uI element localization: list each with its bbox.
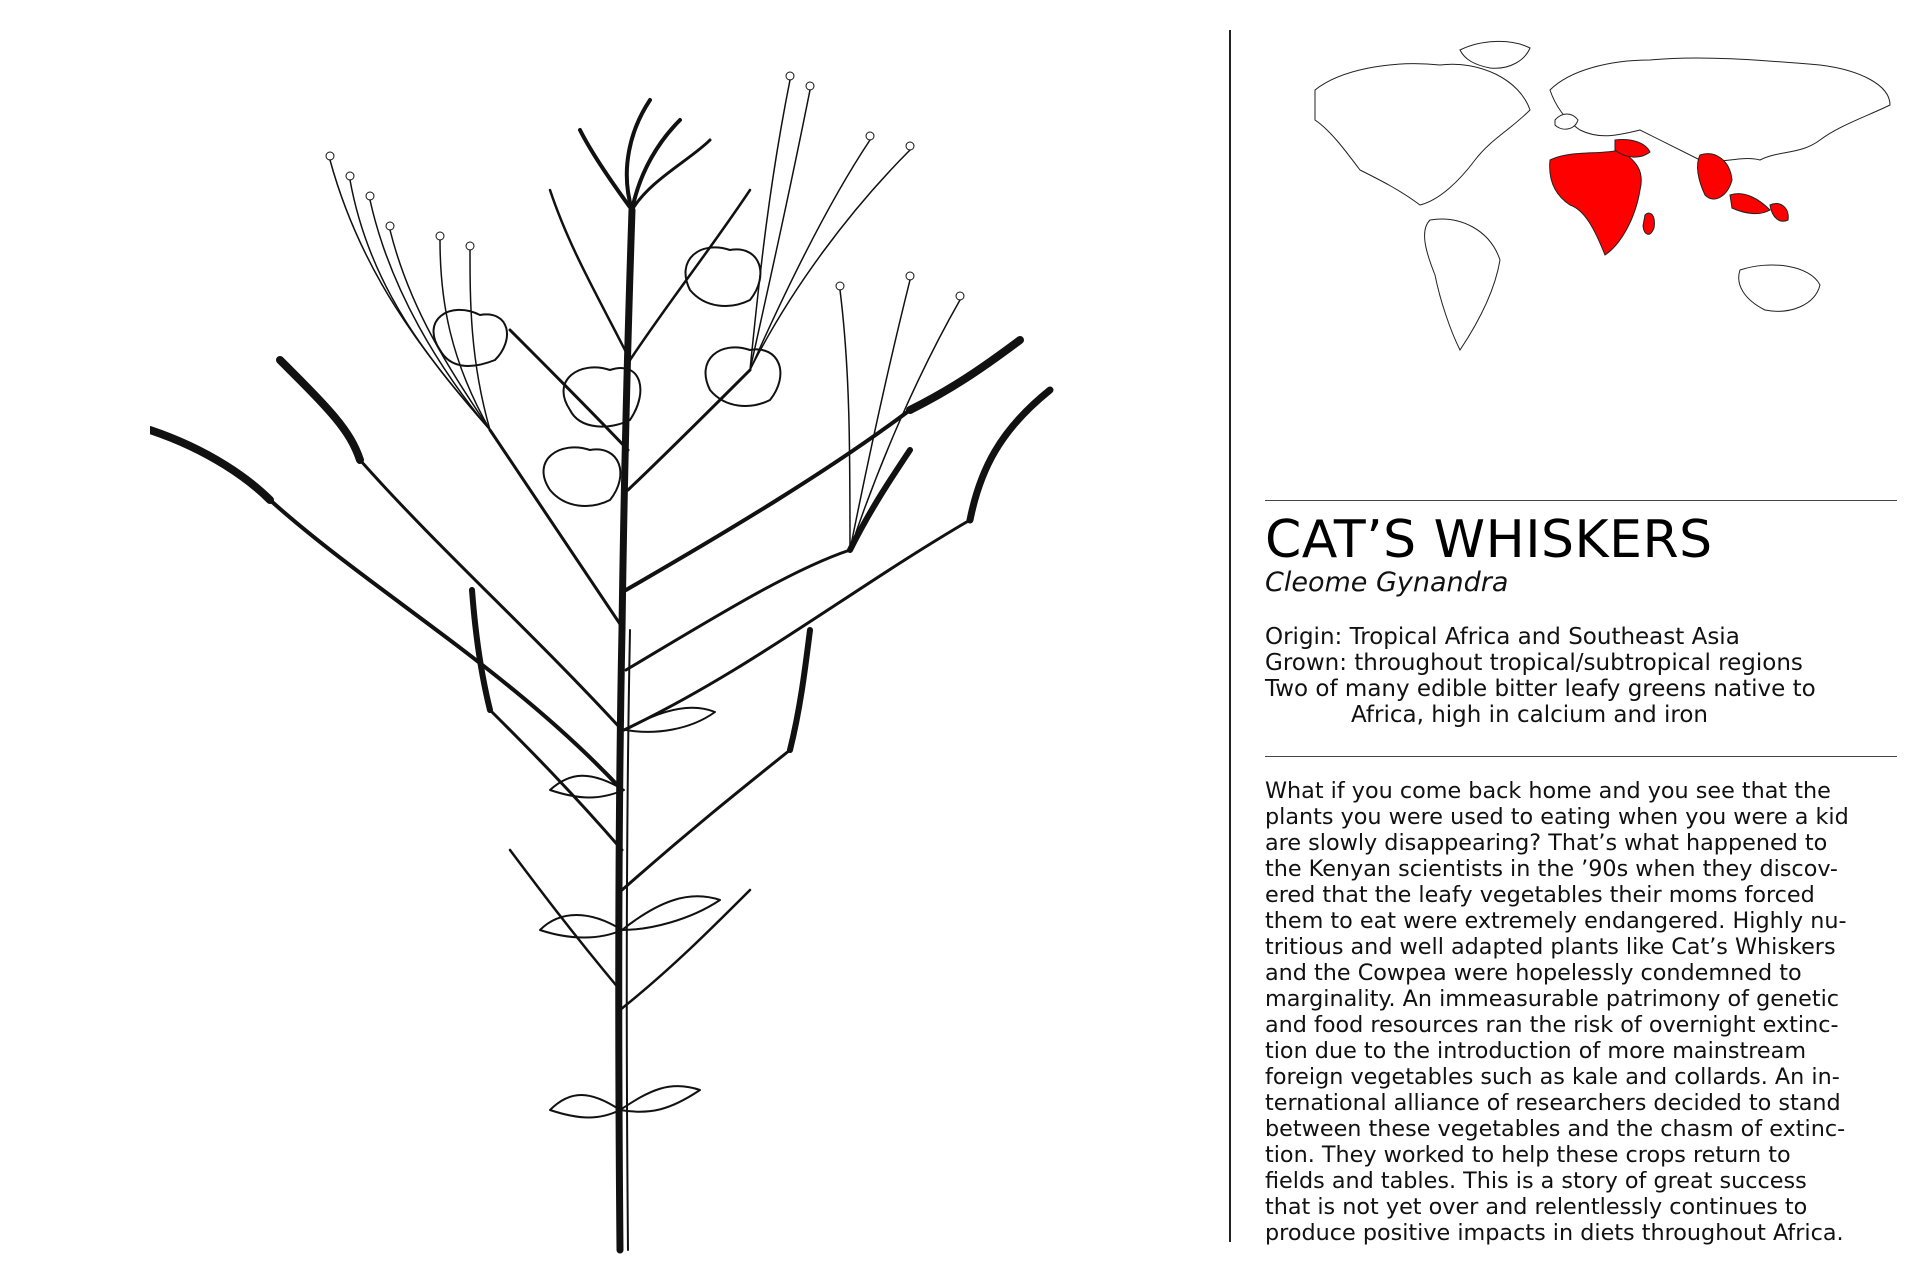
plant-illustration	[150, 30, 1090, 1260]
vertical-divider	[1229, 30, 1231, 1242]
story-line: are slowly disappearing? That’s what happened to	[1265, 830, 1828, 856]
story-line: and food resources ran the risk of overnight extinc-	[1265, 1012, 1839, 1038]
story-line: What if you come back home and you see that the	[1265, 778, 1831, 804]
top-divider	[1265, 500, 1897, 501]
story-line: plants you were used to eating when you were a kid	[1265, 804, 1849, 830]
story-line: tritious and well adapted plants like Cat’s Whiskers	[1265, 934, 1836, 960]
middle-divider	[1265, 756, 1897, 757]
story-line: them to eat were extremely endangered. Highly nu-	[1265, 908, 1847, 934]
story-line: tion. They worked to help these crops return to	[1265, 1142, 1791, 1168]
story-line: between these vegetables and the chasm of extinc-	[1265, 1116, 1846, 1142]
story-line: tion due to the introduction of more mainstream	[1265, 1038, 1807, 1064]
plant-facts	[1265, 624, 1905, 728]
story-line: fields and tables. This is a story of great success	[1265, 1168, 1807, 1194]
origin-line: Origin: Tropical Africa and Southeast Asia	[1265, 624, 1740, 650]
page-title: CAT’S WHISKERS	[1265, 510, 1713, 570]
story-line: foreign vegetables such as kale and collards. An in-	[1265, 1064, 1840, 1090]
story-line: produce positive impacts in diets throughout Africa.	[1265, 1220, 1844, 1246]
story-line: and the Cowpea were hopelessly condemned to	[1265, 960, 1802, 986]
story-line: the Kenyan scientists in the ’90s when they discov-	[1265, 856, 1838, 882]
note-line: Two of many edible bitter leafy greens native to	[1265, 676, 1816, 702]
grown-line: Grown: throughout tropical/subtropical regions	[1265, 650, 1803, 676]
story-line: ered that the leafy vegetables their moms forced	[1265, 882, 1815, 908]
story-line: that is not yet over and relentlessly continues to	[1265, 1194, 1808, 1220]
note-line-continued: Africa, high in calcium and iron	[1351, 702, 1708, 728]
story-line: marginality. An immeasurable patrimony of genetic	[1265, 986, 1840, 1012]
world-distribution-map	[1300, 30, 1900, 370]
story-paragraph	[1265, 778, 1901, 1246]
story-line: ternational alliance of researchers decided to stand	[1265, 1090, 1841, 1116]
scientific-name: Cleome Gynandra	[1265, 567, 1509, 598]
